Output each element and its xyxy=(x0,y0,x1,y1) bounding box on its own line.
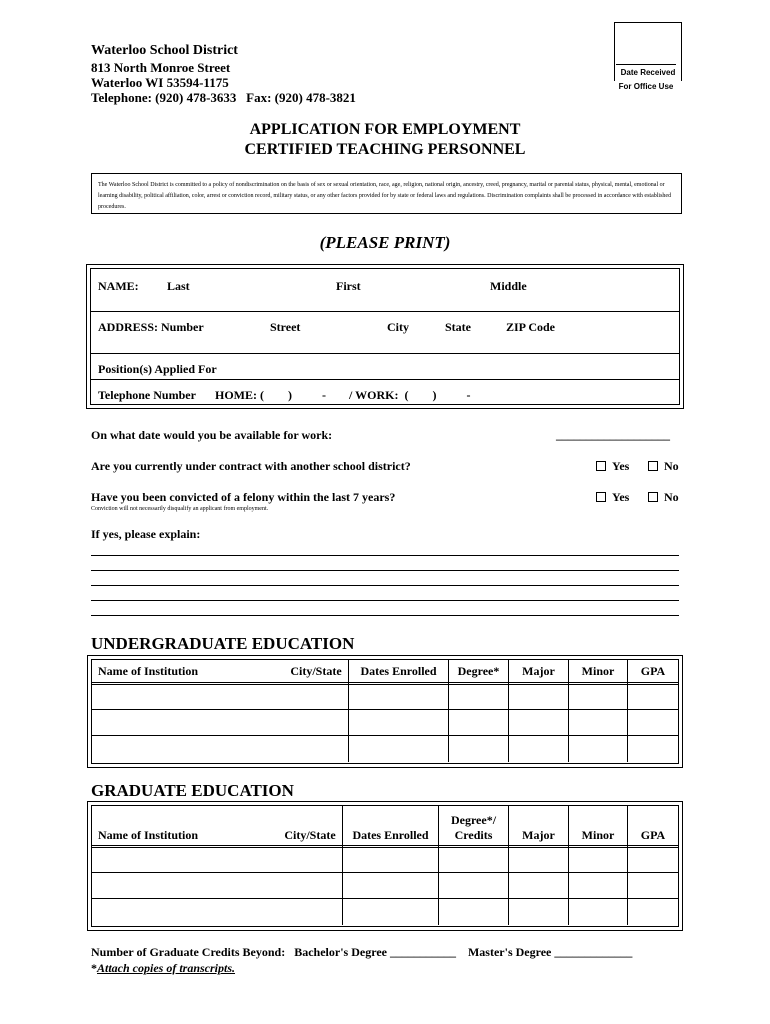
middle-name-field[interactable]: Middle xyxy=(490,279,527,293)
checkbox-icon[interactable] xyxy=(648,461,658,471)
checkbox-icon[interactable] xyxy=(596,461,606,471)
graduate-col-gpa: GPA xyxy=(640,828,666,842)
graduate-col-degree: Degree*/ xyxy=(450,813,497,827)
form-title-line-2: CERTIFIED TEACHING PERSONNEL xyxy=(244,141,526,158)
undergrad-col-major: Major xyxy=(522,664,555,678)
no-label: No xyxy=(664,490,679,504)
availability-date-field[interactable]: ___________________ xyxy=(556,428,670,442)
divider xyxy=(90,353,680,354)
divider xyxy=(90,379,680,380)
attach-transcripts-note xyxy=(91,961,235,976)
district-phone: Telephone: (920) 478-3633 Fax: (920) 478-3821 xyxy=(91,90,356,105)
divider xyxy=(91,845,679,846)
graduate-table-inner xyxy=(91,805,679,927)
zip-field[interactable]: ZIP Code xyxy=(506,320,556,334)
graduate-col-minor: Minor xyxy=(581,828,615,842)
divider xyxy=(90,311,680,312)
contract-no-option[interactable] xyxy=(648,459,679,474)
district-address-2: Waterloo WI 53594-1175 xyxy=(91,75,229,90)
explain-line-4[interactable] xyxy=(91,600,679,601)
divider xyxy=(91,847,679,848)
felony-no-option[interactable] xyxy=(648,490,679,505)
last-name-field[interactable]: Last xyxy=(167,279,190,293)
felony-yes-option[interactable] xyxy=(596,490,629,505)
divider xyxy=(342,805,343,925)
undergrad-col-gpa: GPA xyxy=(640,664,666,678)
graduate-heading: GRADUATE EDUCATION xyxy=(91,781,294,800)
explain-line-5[interactable] xyxy=(91,615,679,616)
undergrad-col-minor: Minor xyxy=(581,664,615,678)
date-received-label: Date Received xyxy=(620,68,676,77)
graduate-col-credits: Credits xyxy=(454,828,493,842)
divider xyxy=(91,735,679,736)
divider xyxy=(568,805,569,925)
graduate-col-major: Major xyxy=(522,828,555,842)
felony-note: Conviction will not necessarily disqualify an applicant from employment. xyxy=(91,506,269,512)
explain-label: If yes, please explain: xyxy=(91,527,201,541)
office-use-line xyxy=(616,64,676,65)
graduate-col-citystate: City/State xyxy=(284,828,336,842)
undergrad-heading: UNDERGRADUATE EDUCATION xyxy=(91,634,355,653)
street-field[interactable]: Street xyxy=(270,320,301,334)
home-phone-field[interactable]: HOME: ( ) - xyxy=(215,388,326,402)
contract-question: Are you currently under contract with another school district? xyxy=(91,459,411,473)
divider xyxy=(91,898,679,899)
first-name-field[interactable]: First xyxy=(336,279,361,293)
district-name: Waterloo School District xyxy=(91,43,238,58)
undergrad-col-citystate: City/State xyxy=(290,664,342,678)
telephone-label: Telephone Number xyxy=(98,388,196,402)
positions-applied-field[interactable]: Position(s) Applied For xyxy=(98,362,217,376)
explain-line-3[interactable] xyxy=(91,585,679,586)
divider xyxy=(627,805,628,925)
graduate-credits-line[interactable]: Number of Graduate Credits Beyond: Bachelor's Degree ___________ Master's Degree _____________ xyxy=(91,945,633,959)
nondiscrimination-notice: The Waterloo School District is committed to a policy of nondiscrimination on the basis of sex or sexual orientation, race, age, religion, national origin, ancestry, creed, pregnancy, marital or parental status, physical, mental, emotional or learning disability, political affiliation, color, arrest or conviction record, military status, or any other factors provided for by state or federal laws and regulations. Discrimination complaints shall be processed in accordance with established procedures. xyxy=(91,173,682,214)
district-address-1: 813 North Monroe Street xyxy=(91,60,231,75)
attach-transcripts-text: Attach copies of transcripts. xyxy=(97,961,236,975)
state-field[interactable]: State xyxy=(445,320,471,334)
explain-line-2[interactable] xyxy=(91,570,679,571)
work-phone-field[interactable]: / WORK: ( ) - xyxy=(349,388,471,402)
graduate-col-institution: Name of Institution xyxy=(98,828,199,842)
availability-question: On what date would you be available for work: xyxy=(91,428,333,442)
divider xyxy=(91,684,679,685)
name-label: NAME: xyxy=(98,279,139,293)
felony-question: Have you been convicted of a felony within the last 7 years? xyxy=(91,490,396,504)
divider xyxy=(91,709,679,710)
address-number-field[interactable]: ADDRESS: Number xyxy=(98,320,204,334)
checkbox-icon[interactable] xyxy=(596,492,606,502)
checkbox-icon[interactable] xyxy=(648,492,658,502)
for-office-use-label: For Office Use xyxy=(618,82,674,91)
yes-label: Yes xyxy=(612,459,630,473)
undergrad-col-dates: Dates Enrolled xyxy=(360,664,437,678)
explain-line-1[interactable] xyxy=(91,555,679,556)
no-label: No xyxy=(664,459,679,473)
divider xyxy=(91,872,679,873)
undergrad-col-degree: Degree* xyxy=(457,664,500,678)
divider xyxy=(91,682,679,683)
form-title-line-1: APPLICATION FOR EMPLOYMENT xyxy=(249,121,521,138)
undergrad-col-institution: Name of Institution xyxy=(98,664,199,678)
asterisk: * xyxy=(91,961,97,975)
please-print-label: (PLEASE PRINT) xyxy=(319,233,451,252)
graduate-col-dates: Dates Enrolled xyxy=(352,828,429,842)
city-field[interactable]: City xyxy=(387,320,409,334)
yes-label: Yes xyxy=(612,490,630,504)
divider xyxy=(508,805,509,925)
contract-yes-option[interactable] xyxy=(596,459,629,474)
